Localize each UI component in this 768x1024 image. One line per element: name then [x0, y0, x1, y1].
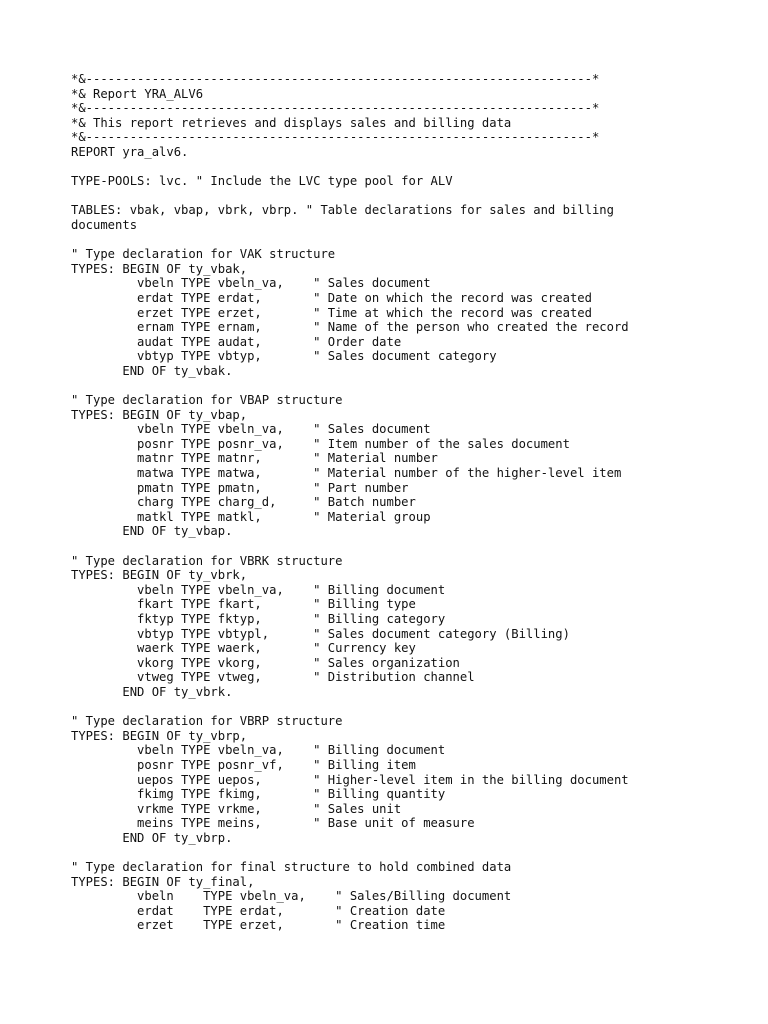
final-field: vbeln TYPE vbeln_va, " Sales/Billing document — [71, 889, 512, 904]
vbrp-field: uepos TYPE uepos, " Higher-level item in the billing document — [71, 772, 629, 787]
header-rule: *&---------------------------------------------------------------------* — [71, 101, 600, 116]
final-types-begin: TYPES: BEGIN OF ty_final, — [71, 874, 255, 889]
blank-line — [71, 233, 741, 248]
vbrk-types-end: END OF ty_vbrk. — [71, 684, 233, 699]
vbap-field: matkl TYPE matkl, " Material group — [71, 509, 431, 524]
final-field: erdat TYPE erdat, " Creation date — [71, 903, 446, 918]
report-title-comment: *& Report YRA_ALV6 — [71, 86, 204, 101]
vbrk-field: vkorg TYPE vkorg, " Sales organization — [71, 655, 460, 670]
vbrp-types-begin: TYPES: BEGIN OF ty_vbrp, — [71, 728, 248, 743]
vbak-field: vbtyp TYPE vbtyp, " Sales document category — [71, 349, 497, 364]
report-description-comment: *& This report retrieves and displays sales and billing data — [71, 115, 512, 130]
vbak-field: erzet TYPE erzet, " Time at which the record was created — [71, 305, 592, 320]
blank-line — [71, 845, 741, 860]
vbap-field: matwa TYPE matwa, " Material number of the higher-level item — [71, 466, 622, 481]
vbrk-field: vbeln TYPE vbeln_va, " Billing document — [71, 582, 446, 597]
vbrp-field: vrkme TYPE vrkme, " Sales unit — [71, 801, 402, 816]
final-field: erzet TYPE erzet, " Creation time — [71, 918, 446, 933]
vbrk-field: vtweg TYPE vtweg, " Distribution channel — [71, 670, 475, 685]
vbak-field: audat TYPE audat, " Order date — [71, 334, 402, 349]
vbak-types-begin: TYPES: BEGIN OF ty_vbak, — [71, 261, 248, 276]
report-statement: REPORT yra_alv6. — [71, 144, 189, 159]
blank-line — [71, 378, 741, 393]
final-comment: " Type declaration for final structure to hold combined data — [71, 860, 512, 875]
vbap-comment: " Type declaration for VBAP structure — [71, 393, 343, 408]
tables-statement: TABLES: vbak, vbap, vbrk, vbrp. " Table declarations for sales and billing — [71, 203, 614, 218]
vbrp-comment: " Type declaration for VBRP structure — [71, 714, 343, 729]
vbrp-field: vbeln TYPE vbeln_va, " Billing document — [71, 743, 446, 758]
vbrp-types-end: END OF ty_vbrp. — [71, 830, 233, 845]
tables-statement-wrap: documents — [71, 217, 138, 232]
vbrk-field: fkart TYPE fkart, " Billing type — [71, 597, 416, 612]
vbrp-field: posnr TYPE posnr_vf, " Billing item — [71, 757, 416, 772]
vbrp-field: fkimg TYPE fkimg, " Billing quantity — [71, 787, 446, 802]
vbap-field: pmatn TYPE pmatn, " Part number — [71, 480, 409, 495]
vbap-field: vbeln TYPE vbeln_va, " Sales document — [71, 422, 431, 437]
header-rule: *&---------------------------------------------------------------------* — [71, 130, 600, 145]
type-pools-statement: TYPE-POOLS: lvc. " Include the LVC type pool for ALV — [71, 174, 453, 189]
vbrp-field: meins TYPE meins, " Base unit of measure — [71, 816, 475, 831]
vbak-field: ernam TYPE ernam, " Name of the person who created the record — [71, 320, 629, 335]
vbak-field: vbeln TYPE vbeln_va, " Sales document — [71, 276, 431, 291]
vbrk-field: fktyp TYPE fktyp, " Billing category — [71, 611, 446, 626]
vbrk-types-begin: TYPES: BEGIN OF ty_vbrk, — [71, 568, 248, 583]
vbrk-field: waerk TYPE waerk, " Currency key — [71, 641, 416, 656]
vbrk-comment: " Type declaration for VBRK structure — [71, 553, 343, 568]
vbap-types-end: END OF ty_vbap. — [71, 524, 233, 539]
vbap-field: charg TYPE charg_d, " Batch number — [71, 495, 416, 510]
vbak-comment: " Type declaration for VAK structure — [71, 247, 336, 262]
vbap-types-begin: TYPES: BEGIN OF ty_vbap, — [71, 407, 248, 422]
blank-line — [71, 160, 741, 175]
vbak-field: erdat TYPE erdat, " Date on which the record was created — [71, 290, 592, 305]
blank-line — [71, 189, 741, 204]
blank-line — [71, 539, 741, 554]
header-rule: *&---------------------------------------------------------------------* — [71, 72, 600, 86]
vbrk-field: vbtyp TYPE vbtypl, " Sales document category (Billing) — [71, 626, 570, 641]
vbak-types-end: END OF ty_vbak. — [71, 363, 233, 378]
vbap-field: posnr TYPE posnr_va, " Item number of the sales document — [71, 436, 570, 451]
blank-line — [71, 700, 741, 715]
code-document — [71, 72, 741, 933]
vbap-field: matnr TYPE matnr, " Material number — [71, 451, 438, 466]
